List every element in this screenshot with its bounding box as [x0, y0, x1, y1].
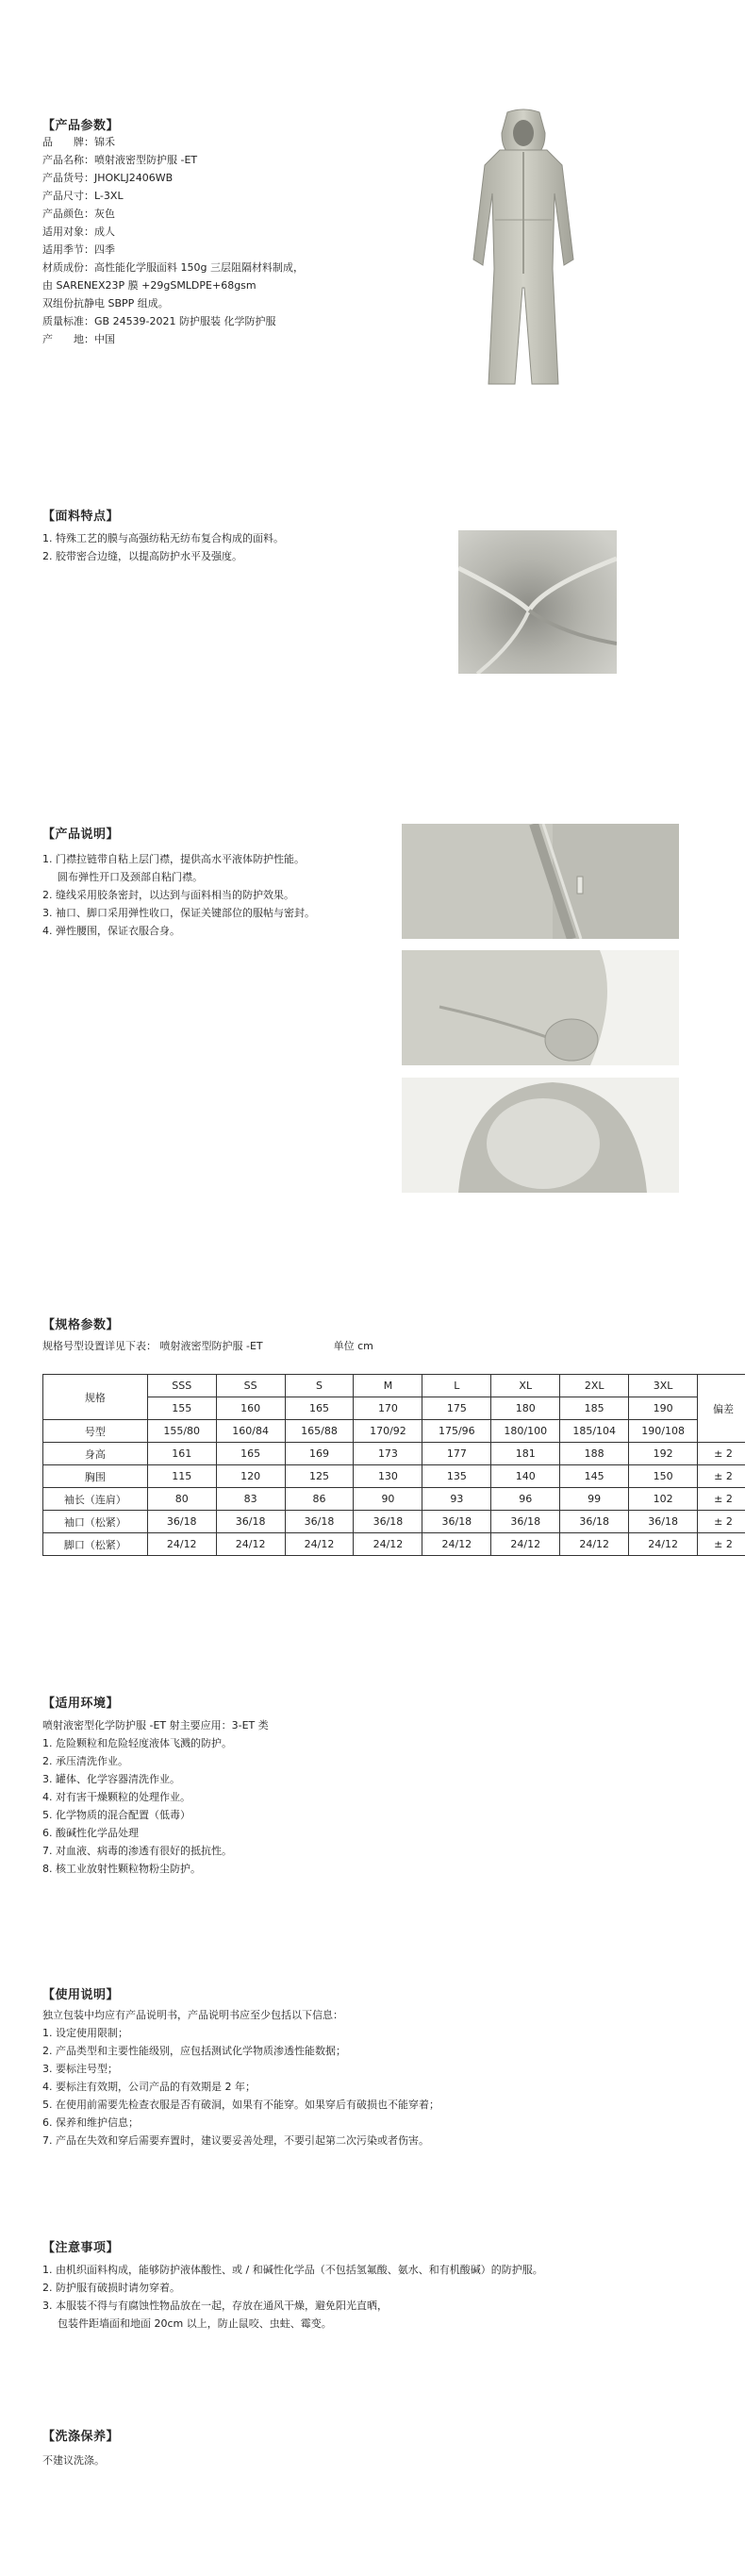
tolerance-cell: ± 2: [698, 1511, 745, 1533]
usage-line: 4. 要标注有效期，公司产品的有效期是 2 年；: [42, 2081, 256, 2093]
environment-line: 4. 对有害干燥颗粒的处理作业。: [42, 1791, 190, 1803]
table-cell: 24/12: [147, 1533, 216, 1556]
table-cell: 161: [147, 1443, 216, 1465]
table-cell: 80: [147, 1488, 216, 1511]
notice-line: 包装件距墙面和地面 20cm 以上，防止鼠咬、虫蛀、霉变。: [58, 2317, 332, 2330]
table-cell: 24/12: [560, 1533, 629, 1556]
section-title-spec: 【规格参数】: [42, 1318, 120, 1332]
row-label: 号型: [43, 1420, 148, 1443]
table-cell: 192: [629, 1443, 698, 1465]
table-cell: 145: [560, 1465, 629, 1488]
param-line: 由 SARENEX23P 膜 +29gSMLDPE+68gsm: [42, 279, 257, 292]
param-line: 产品名称：喷射液密型防护服 -ET: [42, 154, 198, 166]
fabric-line: 2. 胶带密合边缝，以提高防护水平及强度。: [42, 550, 242, 562]
usage-line: 6. 保养和维护信息；: [42, 2116, 139, 2129]
tolerance-cell: ± 2: [698, 1533, 745, 1556]
section-title-description: 【产品说明】: [42, 828, 120, 842]
size-label: 2XL: [560, 1375, 629, 1397]
size-label: S: [285, 1375, 354, 1397]
height-label: 185: [560, 1397, 629, 1420]
table-cell: 24/12: [629, 1533, 698, 1556]
fabric-line: 1. 特殊工艺的膜与高强纺粘无纺布复合构成的面料。: [42, 532, 284, 544]
table-row: [43, 1443, 745, 1465]
table-row: [43, 1420, 745, 1443]
environment-line: 6. 酸碱性化学品处理: [42, 1827, 139, 1839]
table-cell: 120: [216, 1465, 285, 1488]
height-label: 165: [285, 1397, 354, 1420]
table-cell: 86: [285, 1488, 354, 1511]
row-label: 胸围: [43, 1465, 148, 1488]
table-cell: 125: [285, 1465, 354, 1488]
table-cell: 24/12: [491, 1533, 560, 1556]
hood-drawing: [402, 1078, 679, 1193]
param-line: 产品货号：JHOKLJ2406WB: [42, 172, 174, 184]
table-cell: 165/88: [285, 1420, 354, 1443]
usage-line: 5. 在使用前需要先检查衣服是否有破洞，如果有不能穿。如果穿后有破损也不能穿着；: [42, 2099, 439, 2111]
table-cell: 83: [216, 1488, 285, 1511]
table-cell: 36/18: [422, 1511, 491, 1533]
table-cell: 177: [422, 1443, 491, 1465]
height-label: 175: [422, 1397, 491, 1420]
table-cell: 90: [354, 1488, 422, 1511]
table-cell: 36/18: [560, 1511, 629, 1533]
table-cell: 155/80: [147, 1420, 216, 1443]
table-cell: 150: [629, 1465, 698, 1488]
row-label: 脚口（松紧）: [43, 1533, 148, 1556]
params-list: [42, 133, 304, 348]
table-cell: 130: [354, 1465, 422, 1488]
param-line: 质量标准：GB 24539-2021 防护服装 化学防护服: [42, 315, 276, 327]
spec-subtitle-row: [42, 1337, 373, 1355]
table-cell: 135: [422, 1465, 491, 1488]
size-label: SS: [216, 1375, 285, 1397]
care-line: 不建议洗涤。: [42, 2454, 105, 2467]
usage-line: 1. 设定使用限制；: [42, 2027, 128, 2039]
description-line: 1. 门襟拉链带自粘上层门襟，提供高水平液体防护性能。: [42, 853, 305, 865]
notice-line: 3. 本服装不得与有腐蚀性物品放在一起，存放在通风干燥，避免阳光直晒，: [42, 2300, 388, 2312]
height-label: 160: [216, 1397, 285, 1420]
table-cell: 99: [560, 1488, 629, 1511]
tolerance-header: 偏差: [698, 1375, 745, 1443]
table-cell: 36/18: [216, 1511, 285, 1533]
section-title-fabric: 【面料特点】: [42, 510, 120, 524]
table-cell: 140: [491, 1465, 560, 1488]
table-cell: 165: [216, 1443, 285, 1465]
table-row: [43, 1375, 745, 1397]
care-list: [42, 2451, 105, 2469]
cuff-drawing: [402, 950, 679, 1065]
table-cell: 188: [560, 1443, 629, 1465]
param-line: 双组份抗静电 SBPP 组成。: [42, 297, 169, 309]
param-line: 产品尺寸：L-3XL: [42, 190, 124, 202]
size-label: XL: [491, 1375, 560, 1397]
hood-photo: [402, 1078, 679, 1193]
param-line: 产 地：中国: [42, 333, 115, 345]
table-cell: 190/108: [629, 1420, 698, 1443]
table-cell: 36/18: [285, 1511, 354, 1533]
environment-line: 1. 危险颗粒和危险轻度液体飞溅的防护。: [42, 1737, 232, 1749]
section-title-care: 【洗涤保养】: [42, 2430, 120, 2444]
coverall-image: [453, 109, 594, 392]
table-header-label: 规格: [43, 1375, 148, 1420]
param-line: 品 牌：锦禾: [42, 136, 115, 148]
tolerance-cell: ± 2: [698, 1443, 745, 1465]
fabric-list: [42, 529, 284, 565]
table-cell: 36/18: [354, 1511, 422, 1533]
table-cell: 36/18: [491, 1511, 560, 1533]
param-line: 适用季节：四季: [42, 243, 115, 256]
param-line: 适用对象：成人: [42, 226, 115, 238]
environment-line: 2. 承压清洗作业。: [42, 1755, 128, 1767]
tolerance-cell: ± 2: [698, 1488, 745, 1511]
notice-line: 1. 由机织面料构成，能够防护液体酸性、或 / 和碱性化学品（不包括氢氟酸、氨水、和有机酸碱）的防护服。: [42, 2264, 543, 2276]
size-label: M: [354, 1375, 422, 1397]
row-label: 袖口（松紧）: [43, 1511, 148, 1533]
table-cell: 175/96: [422, 1420, 491, 1443]
param-line: 产品颜色：灰色: [42, 208, 115, 220]
size-label: 3XL: [629, 1375, 698, 1397]
table-cell: 24/12: [216, 1533, 285, 1556]
tolerance-cell: ± 2: [698, 1465, 745, 1488]
usage-line: 2. 产品类型和主要性能级别，应包括测试化学物质渗透性能数据；: [42, 2045, 346, 2057]
table-cell: 102: [629, 1488, 698, 1511]
environment-list: [42, 1716, 269, 1878]
section-title-params: 【产品参数】: [42, 119, 120, 133]
row-label: 袖长（连肩）: [43, 1488, 148, 1511]
usage-list: [42, 2006, 439, 2149]
cuff-photo: [402, 950, 679, 1065]
param-line: 材质成份：高性能化学服面料 150g 三层阻隔材料制成，: [42, 261, 304, 274]
usage-line: 3. 要标注号型；: [42, 2063, 118, 2075]
description-line: 圆布弹性开口及颈部自粘门襟。: [58, 871, 203, 883]
fabric-photo: [458, 530, 617, 674]
table-cell: 115: [147, 1465, 216, 1488]
table-cell: 180/100: [491, 1420, 560, 1443]
usage-line: 独立包装中均应有产品说明书，产品说明书应至少包括以下信息：: [42, 2009, 343, 2021]
zipper-photo: [402, 824, 679, 939]
table-row: [43, 1465, 745, 1488]
table-row: [43, 1533, 745, 1556]
environment-line: 喷射液密型化学防护服 -ET 射主要应用：3-ET 类: [42, 1719, 269, 1731]
description-list: [42, 850, 315, 940]
coverall-drawing: [453, 109, 594, 392]
spec-subtitle: 规格号型设置详见下表： 喷射液密型防护服 -ET: [42, 1340, 263, 1352]
table-cell: 181: [491, 1443, 560, 1465]
table-cell: 36/18: [147, 1511, 216, 1533]
row-label: 身高: [43, 1443, 148, 1465]
table-cell: 36/18: [629, 1511, 698, 1533]
description-line: 4. 弹性腰围，保证衣服合身。: [42, 925, 180, 937]
table-cell: 185/104: [560, 1420, 629, 1443]
section-title-usage: 【使用说明】: [42, 1988, 120, 2002]
section-title-environment: 【适用环境】: [42, 1697, 120, 1711]
size-table: [42, 1374, 745, 1556]
table-cell: 96: [491, 1488, 560, 1511]
table-cell: 24/12: [422, 1533, 491, 1556]
size-label: L: [422, 1375, 491, 1397]
environment-line: 8. 核工业放射性颗粒物粉尘防护。: [42, 1863, 201, 1875]
notice-list: [42, 2261, 543, 2333]
size-label: SSS: [147, 1375, 216, 1397]
table-cell: 24/12: [354, 1533, 422, 1556]
table-cell: 169: [285, 1443, 354, 1465]
table-row: [43, 1397, 745, 1420]
height-label: 170: [354, 1397, 422, 1420]
fabric-drawing: [458, 530, 617, 674]
table-cell: 170/92: [354, 1420, 422, 1443]
section-title-notice: 【注意事项】: [42, 2241, 120, 2255]
table-cell: 93: [422, 1488, 491, 1511]
description-line: 3. 袖口、脚口采用弹性收口，保证关键部位的服帖与密封。: [42, 907, 315, 919]
spec-unit: 单位 cm: [333, 1340, 373, 1352]
table-cell: 24/12: [285, 1533, 354, 1556]
table-row: [43, 1511, 745, 1533]
environment-line: 5. 化学物质的混合配置（低毒）: [42, 1809, 190, 1821]
table-row: [43, 1488, 745, 1511]
height-label: 155: [147, 1397, 216, 1420]
height-label: 180: [491, 1397, 560, 1420]
description-line: 2. 缝线采用胶条密封，以达到与面料相当的防护效果。: [42, 889, 294, 901]
usage-line: 7. 产品在失效和穿后需要弃置时，建议要妥善处理，不要引起第二次污染或者伤害。: [42, 2134, 429, 2147]
environment-line: 3. 罐体、化学容器清洗作业。: [42, 1773, 180, 1785]
environment-line: 7. 对血液、病毒的渗透有很好的抵抗性。: [42, 1845, 232, 1857]
zipper-drawing: [402, 824, 679, 939]
table-cell: 173: [354, 1443, 422, 1465]
height-label: 190: [629, 1397, 698, 1420]
table-cell: 160/84: [216, 1420, 285, 1443]
notice-line: 2. 防护服有破损时请勿穿着。: [42, 2282, 180, 2294]
